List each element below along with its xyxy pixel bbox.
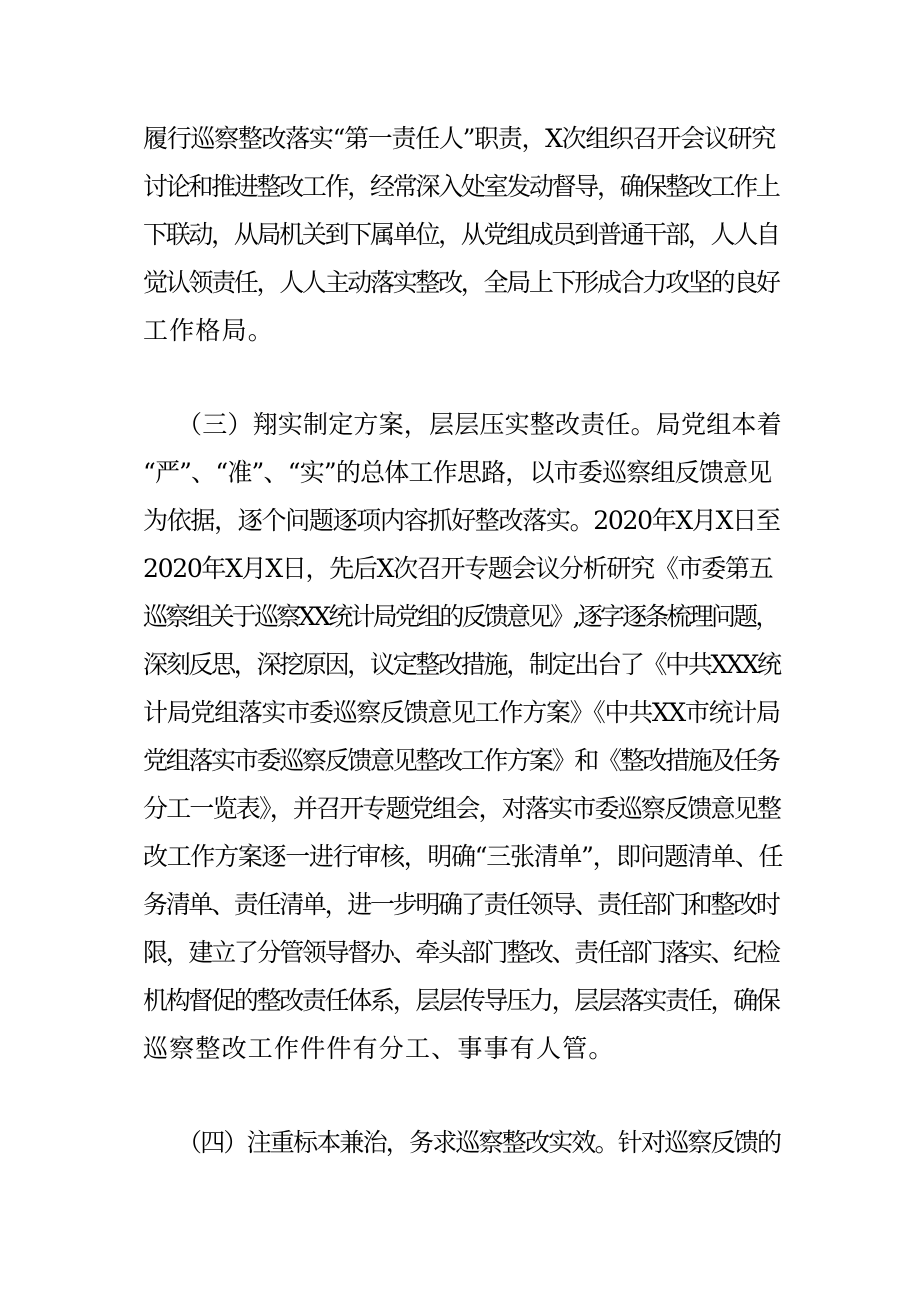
paragraph-2-line-11: 务清单、责任清单，进一步明确了责任领导、责任部门和整改时 [143,890,779,919]
paragraph-1-line-5: 工作格局。 [143,316,275,345]
paragraph-1-line-2: 讨论和推进整改工作，经常深入处室发动督导，确保整改工作上 [143,172,779,201]
paragraph-2-line-6: 深刻反思，深挖原因，议定整改措施，制定出台了《中共XXX统 [143,650,780,679]
paragraph-2-line-5: 巡察组关于巡察XX统计局党组的反馈意见》,逐字逐条梳理问题， [143,602,778,631]
paragraph-2-line-10: 改工作方案逐一进行审核，明确“三张清单”，即问题清单、任 [143,842,783,871]
paragraph-2-line-8: 党组落实市委巡察反馈意见整改工作方案》和《整改措施及任务 [143,746,779,775]
paragraph-3-line-1: （四）注重标本兼治，务求巡察整改实效。针对巡察反馈的 [177,1128,781,1157]
paragraph-2-line-12: 限，建立了分管领导督办、牵头部门整改、责任部门落实、纪检 [143,938,779,967]
paragraph-1-line-3: 下联动，从局机关到下属单位，从党组成员到普通干部，人人自 [143,220,779,249]
paragraph-2-line-7: 计局党组落实市委巡察反馈意见工作方案》《中共XX市统计局 [143,698,780,727]
paragraph-2-line-4: 2020年X月X日，先后X次召开专题会议分析研究《市委第五 [143,554,773,583]
paragraph-2-line-13: 机构督促的整改责任体系，层层传导压力，层层落实责任，确保 [143,986,779,1015]
paragraph-2-line-9: 分工一览表》，并召开专题党组会，对落实市委巡察反馈意见整 [143,794,781,823]
paragraph-2-line-1: （三）翔实制定方案，层层压实整改责任。局党组本着 [177,410,782,439]
paragraph-2-line-3: 为依据，逐个问题逐项内容抓好整改落实。2020年X月X日至 [143,506,780,535]
paragraph-2-line-14: 巡察整改工作件件有分工、事事有人管。 [143,1034,615,1063]
paragraph-2-line-2: “严”、“准”、“实”的总体工作思路，以市委巡察组反馈意见 [143,458,772,487]
paragraph-1-line-1: 履行巡察整改落实“第一责任人”职责，X次组织召开会议研究 [143,124,775,153]
paragraph-1-line-4: 觉认领责任，人人主动落实整改，全局上下形成合力攻坚的良好 [143,268,779,297]
